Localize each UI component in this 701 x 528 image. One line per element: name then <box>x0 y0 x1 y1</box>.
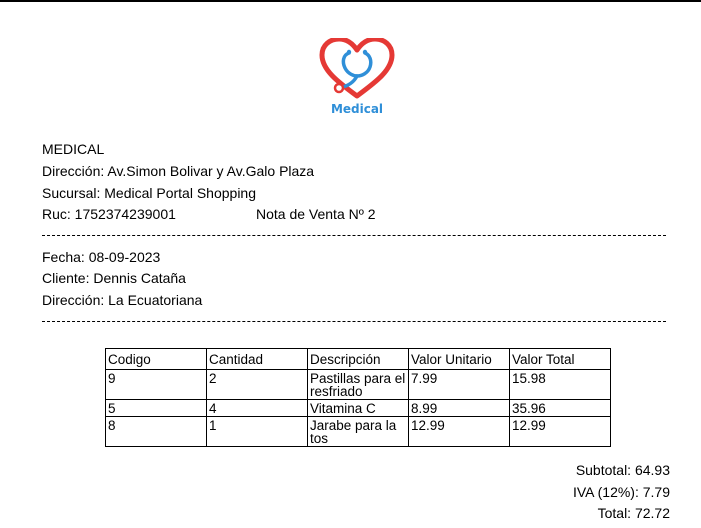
cell-codigo: 5 <box>106 400 207 417</box>
sale-note-number: Nota de Venta Nº 2 <box>256 206 376 222</box>
cell-valor-total: 15.98 <box>510 370 611 400</box>
cell-codigo: 9 <box>106 370 207 400</box>
logo-text: Medical <box>330 102 384 116</box>
cell-descripcion: Pastillas para el resfriado <box>308 370 409 400</box>
client-address: Dirección: La Ecuatoriana <box>42 292 203 308</box>
company-name: MEDICAL <box>42 141 105 157</box>
cell-cantidad: 1 <box>207 417 308 447</box>
invoice-date: Fecha: 08-09-2023 <box>42 249 161 265</box>
heart-stethoscope-icon <box>318 38 396 100</box>
header-descripcion: Descripción <box>308 349 409 370</box>
cell-cantidad: 2 <box>207 370 308 400</box>
cell-descripcion: Vitamina C <box>308 400 409 417</box>
cell-descripcion: Jarabe para la tos <box>308 417 409 447</box>
items-table <box>105 348 611 447</box>
table-row <box>106 417 611 447</box>
cell-codigo: 8 <box>106 417 207 447</box>
company-logo <box>318 38 396 122</box>
table-header-row <box>106 349 611 370</box>
header-valor-total: Valor Total <box>510 349 611 370</box>
divider <box>42 235 666 236</box>
cell-valor-total: 35.96 <box>510 400 611 417</box>
company-ruc: Ruc: 1752374239001 <box>42 206 176 222</box>
iva-total: IVA (12%): 7.79 <box>572 484 670 500</box>
subtotal: Subtotal: 64.93 <box>575 462 670 478</box>
cell-valor-unitario: 7.99 <box>409 370 510 400</box>
header-codigo: Codigo <box>106 349 207 370</box>
client-name: Cliente: Dennis Cataña <box>42 270 186 286</box>
divider <box>42 321 666 322</box>
cell-valor-unitario: 8.99 <box>409 400 510 417</box>
company-address: Dirección: Av.Simon Bolivar y Av.Galo Plaza <box>42 163 315 179</box>
cell-cantidad: 4 <box>207 400 308 417</box>
table-row <box>106 370 611 400</box>
header-cantidad: Cantidad <box>207 349 308 370</box>
company-branch: Sucursal: Medical Portal Shopping <box>42 185 257 201</box>
cell-valor-total: 12.99 <box>510 417 611 447</box>
table-row <box>106 400 611 417</box>
header-valor-unitario: Valor Unitario <box>409 349 510 370</box>
grand-total: Total: 72.72 <box>597 505 670 521</box>
cell-valor-unitario: 12.99 <box>409 417 510 447</box>
